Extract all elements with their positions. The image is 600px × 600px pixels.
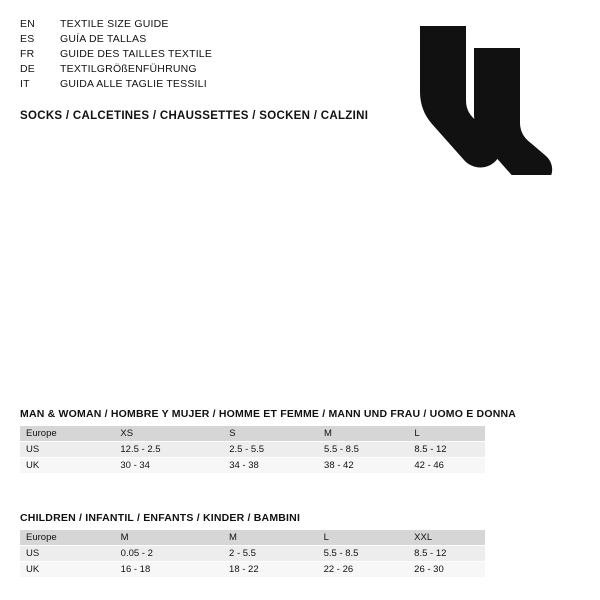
table-row xyxy=(20,458,485,474)
table-cell: XS xyxy=(114,426,223,442)
language-row xyxy=(20,33,212,48)
size-section-children xyxy=(20,512,485,577)
size-table-adult xyxy=(20,425,485,473)
language-title: GUIDA ALLE TAGLIE TESSILI xyxy=(60,78,207,90)
table-cell: L xyxy=(318,530,409,546)
table-cell: Europe xyxy=(20,530,115,546)
language-title: TEXTILE SIZE GUIDE xyxy=(60,18,169,30)
table-row xyxy=(20,442,485,458)
table-cell: 5.5 - 8.5 xyxy=(318,546,409,562)
table-cell: 16 - 18 xyxy=(115,562,223,578)
table-cell: UK xyxy=(20,562,115,578)
table-cell: US xyxy=(20,546,115,562)
product-line-title: SOCKS / CALCETINES / CHAUSSETTES / SOCKEN / CALZINI xyxy=(20,110,369,122)
language-code: FR xyxy=(20,48,35,60)
language-code: IT xyxy=(20,78,30,90)
table-cell: 18 - 22 xyxy=(223,562,318,578)
table-cell: 12.5 - 2.5 xyxy=(114,442,223,458)
language-title: TEXTILGRÖßENFÜHRUNG xyxy=(60,63,197,75)
table-cell: 22 - 26 xyxy=(318,562,409,578)
table-cell: M xyxy=(115,530,223,546)
table-cell: 38 - 42 xyxy=(318,458,408,474)
table-cell: 30 - 34 xyxy=(114,458,223,474)
language-row xyxy=(20,48,212,63)
language-title: GUÍA DE TALLAS xyxy=(60,33,147,45)
section-title: CHILDREN / INFANTIL / ENFANTS / KINDER / BAMBINI xyxy=(20,512,301,524)
table-cell: 26 - 30 xyxy=(408,562,485,578)
table-cell: Europe xyxy=(20,426,114,442)
table-row xyxy=(20,426,485,442)
table-cell: 5.5 - 8.5 xyxy=(318,442,408,458)
language-row xyxy=(20,18,212,33)
table-row xyxy=(20,546,485,562)
language-code: DE xyxy=(20,63,35,75)
table-cell: 8.5 - 12 xyxy=(408,442,485,458)
socks-icon xyxy=(410,20,570,175)
table-cell: M xyxy=(223,530,318,546)
language-title: GUIDE DES TAILLES TEXTILE xyxy=(60,48,213,60)
language-code: EN xyxy=(20,18,35,30)
table-cell: 42 - 46 xyxy=(408,458,485,474)
table-row xyxy=(20,530,485,546)
table-cell: M xyxy=(318,426,408,442)
table-cell: 2 - 5.5 xyxy=(223,546,318,562)
table-cell: 0.05 - 2 xyxy=(115,546,223,562)
size-table-children xyxy=(20,529,485,577)
language-row xyxy=(20,63,212,78)
table-row xyxy=(20,562,485,578)
table-cell: 34 - 38 xyxy=(223,458,318,474)
table-cell: XXL xyxy=(408,530,485,546)
language-row xyxy=(20,78,212,93)
table-cell: S xyxy=(223,426,318,442)
table-cell: L xyxy=(408,426,485,442)
table-cell: US xyxy=(20,442,114,458)
table-cell: 2.5 - 5.5 xyxy=(223,442,318,458)
table-cell: UK xyxy=(20,458,114,474)
language-title-list xyxy=(20,18,212,93)
section-title: MAN & WOMAN / HOMBRE Y MUJER / HOMME ET FEMME / MANN UND FRAU / UOMO E DONNA xyxy=(20,408,517,420)
language-code: ES xyxy=(20,33,35,45)
table-cell: 8.5 - 12 xyxy=(408,546,485,562)
size-section-adult xyxy=(20,408,517,473)
